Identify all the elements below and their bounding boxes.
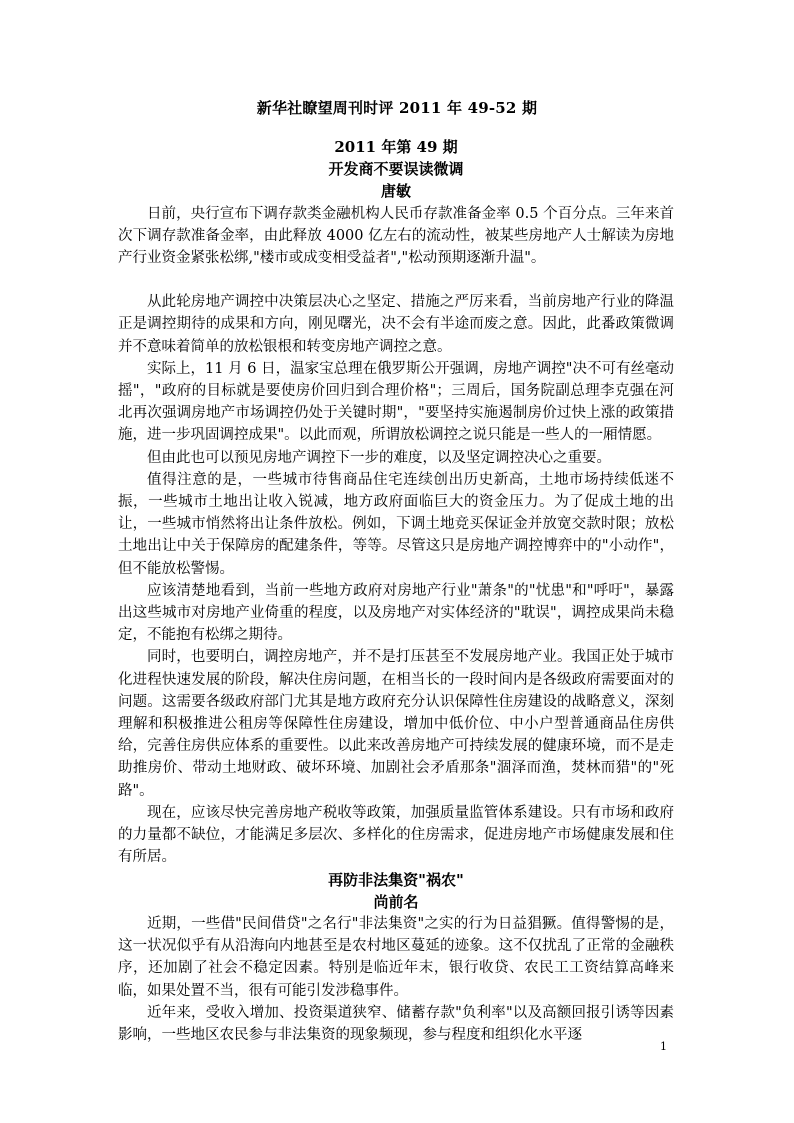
document-body	[118, 136, 674, 1046]
paragraph: 应该清楚地看到，当前一些地方政府对房地产行业"萧条"的"忧患"和"呼吁"，暴露出这些城市对房地产业倚重的程度，以及房地产对实体经济的"耽误"，调控成果尚未稳定，不能抱有松绑之期待。	[118, 582, 674, 644]
issue-heading: 2011 年第 49 期	[334, 138, 458, 156]
paragraph: 近年来，受收入增加、投资渠道狭窄、储蓄存款"负利率"以及高额回报引诱等因素影响，一些地区农民参与非法集资的现象频现，参与程度和组织化水平逐	[118, 1004, 674, 1043]
article-title: 开发商不要误读微调	[328, 160, 464, 179]
document-title: 新华社瞭望周刊时评 2011 年 49-52 期	[256, 99, 538, 117]
paragraph: 近期，一些借"民间借贷"之名行"非法集资"之实的行为日益猖獗。值得警惕的是，这一状况似乎有从沿海向内地甚至是农村地区蔓延的迹象。这不仅扰乱了正常的金融秩序，还加剧了社会不稳定因素。特别是临近年末，银行收贷、农民工工资结算高峰来临，如果处置不当，很有可能引发涉稳事件。	[118, 915, 674, 999]
article-title: 再防非法集资"祸农"	[328, 870, 464, 889]
paragraph: 从此轮房地产调控中决策层决心之坚定、措施之严厉来看，当前房地产行业的降温正是调控期待的成果和方向，刚见曙光，决不会有半途而废之意。因此，此番政策微调并不意味着简单的放松银根和转变房地产调控之意。	[118, 294, 674, 355]
paragraph: 实际上，11 月 6 日，温家宝总理在俄罗斯公开强调，房地产调控"决不可有丝毫动摇"，"政府的目标就是要使房价回归到合理价格"；三周后，国务院副总理李克强在河北再次强调房地产市场调控仍处于关键时期"，"要坚持实施遏制房价过快上涨的政策措施，进一步巩固调控成果"。以此而观，所谓放松调控之说只能是一些人的一厢情愿。	[118, 360, 674, 444]
paragraph: 现在，应该尽快完善房地产税收等政策，加强质量监管体系建设。只有市场和政府的力量都不缺位，才能满足多层次、多样化的住房需求，促进房地产市场健康发展和住有所居。	[118, 804, 674, 866]
page-number: 1	[660, 1040, 667, 1053]
paragraph: 同时，也要明白，调控房地产，并不是打压甚至不发展房地产业。我国正处于城市化进程快速发展的阶段，解决住房问题，在相当长的一段时间内是各级政府需要面对的问题。这需要各级政府部门尤其是地方政府充分认识保障性住房建设的战略意义，深刻理解和积极推进公租房等保障性住房建设，增加中低价位、中小户型普通商品住房供给，完善住房供应体系的重要性。以此来改善房地产可持续发展的健康环境，而不是走助推房价、带动土地财政、破坏环境、加剧社会矛盾那条"涸泽而渔，焚林而猎"的"死路"。	[118, 649, 674, 799]
paragraph: 但由此也可以预见房地产调控下一步的难度，以及坚定调控决心之重要。	[147, 449, 611, 466]
article-author: 尚前名	[373, 892, 419, 911]
paragraph: 日前，央行宣布下调存款类金融机构人民币存款准备金率 0.5 个百分点。三年来首次下调存款准备金率，由此释放 4000 亿左右的流动性，被某些房地产人士解读为房地产行业资金紧张松绑,"楼市或成变相受益者","松动预期逐渐升温"。	[118, 205, 674, 267]
blank-line	[118, 269, 674, 291]
article-author: 唐敏	[380, 182, 411, 201]
paragraph: 值得注意的是，一些城市待售商品住宅连续创出历史新高，土地市场持续低迷不振，一些城市土地出让收入锐减，地方政府面临巨大的资金压力。为了促成土地的出让，一些城市悄然将出让条件放松。例如，下调土地竞买保证金并放宽交款时限；放松土地出让中关于保障房的配建条件，等等。尽管这只是房地产调控博弈中的"小动作"，但不能放松警惕。	[118, 471, 674, 577]
